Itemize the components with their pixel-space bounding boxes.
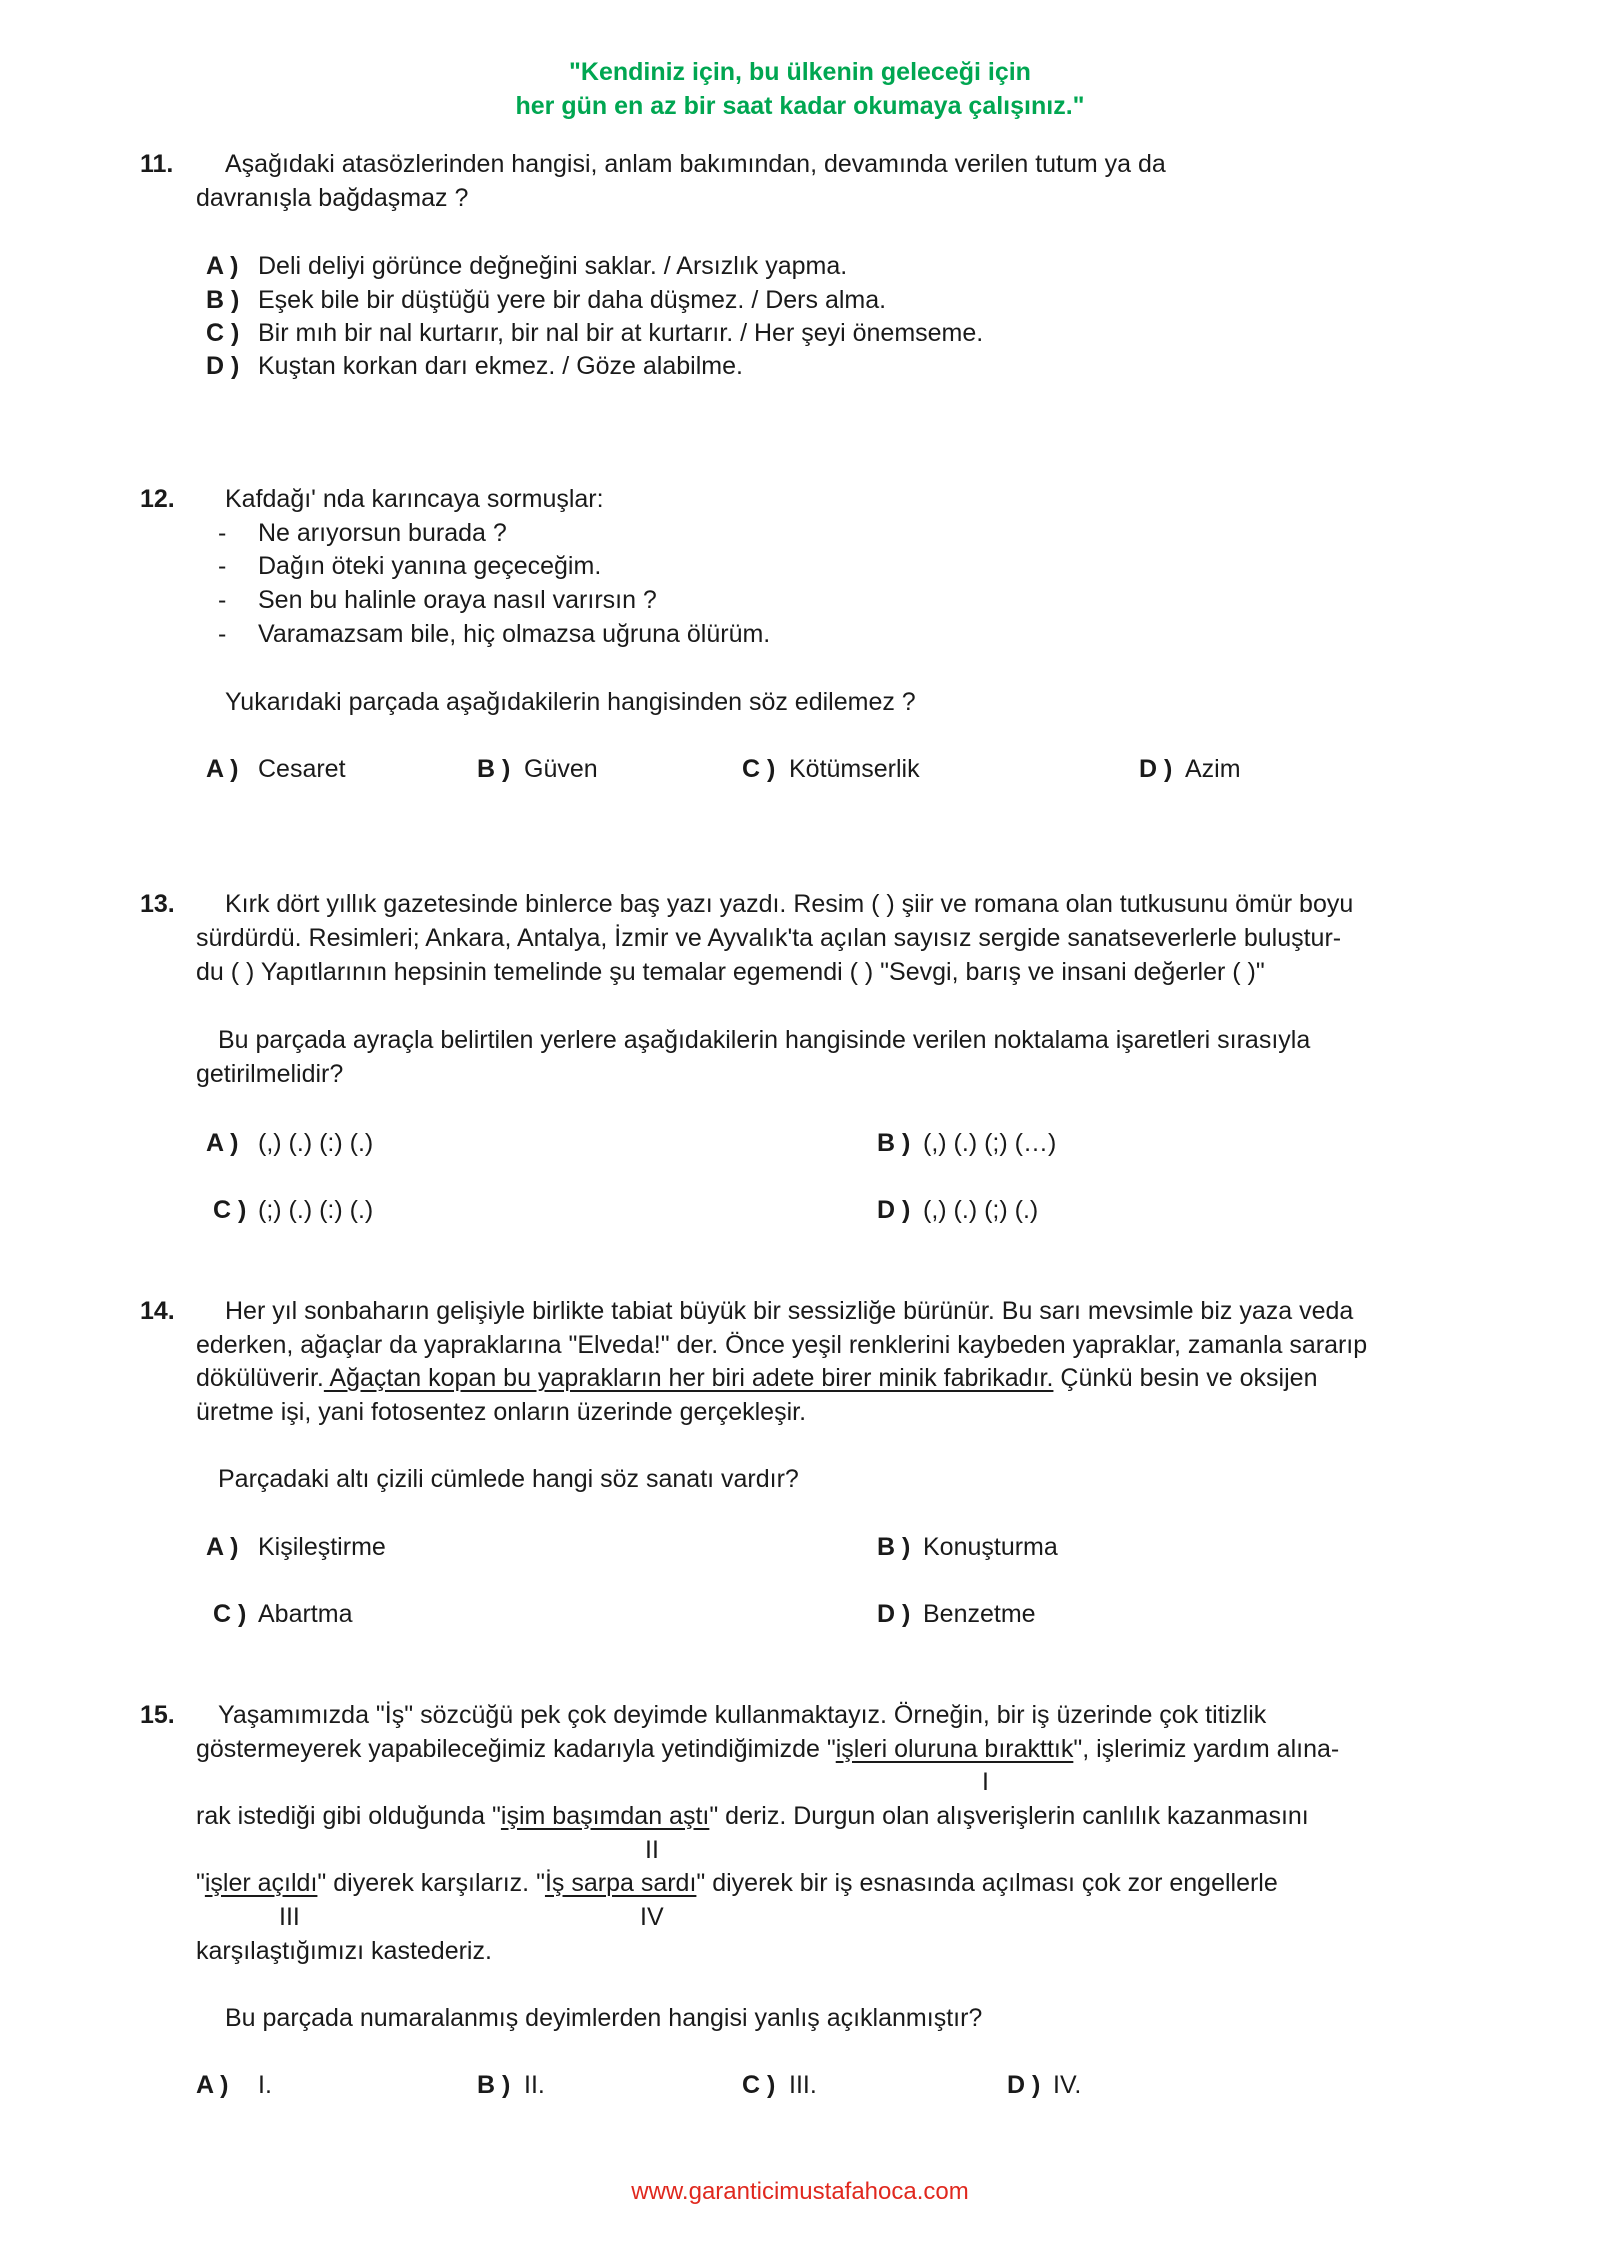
idiom-ii: işim başımdan aştı: [500, 1802, 710, 1830]
question-number: 12.: [140, 485, 175, 513]
plain-text: rak istediği gibi olduğunda ": [196, 1802, 501, 1830]
underlined-sentence: Ağaçtan kopan bu yaprakların her biri adete birer minik fabrikadır.: [323, 1364, 1054, 1392]
option-text-a[interactable]: (,) (.) (:) (.): [258, 1129, 374, 1157]
dialog-dash: -: [218, 519, 227, 547]
dialog-dash: -: [218, 552, 227, 580]
option-text-d[interactable]: Azim: [1185, 755, 1241, 783]
question-number: 11.: [140, 150, 174, 178]
motto-line-2: her gün en az bir saat kadar okumaya çalışınız.": [515, 92, 1085, 120]
option-letter-b[interactable]: B ): [877, 1533, 911, 1561]
option-letter-d[interactable]: D ): [206, 352, 240, 380]
option-text-b[interactable]: Eşek bile bir düştüğü yere bir daha düşmez. / Ders alma.: [258, 286, 887, 314]
option-text-c[interactable]: (;) (.) (:) (.): [258, 1196, 374, 1224]
question-prompt: Bu parçada numaralanmış deyimlerden hangisi yanlış açıklanmıştır?: [225, 2004, 983, 2032]
question-text: karşılaştığımızı kastederiz.: [196, 1937, 492, 1965]
question-text: davranışla bağdaşmaz ?: [196, 184, 469, 212]
option-text-b[interactable]: II.: [524, 2071, 545, 2099]
option-letter-d[interactable]: D ): [877, 1196, 911, 1224]
dialog-dash: -: [218, 620, 227, 648]
option-letter-d[interactable]: D ): [1007, 2071, 1041, 2099]
option-text-d[interactable]: (,) (.) (;) (.): [923, 1196, 1039, 1224]
plain-text: dökülüverir.: [196, 1364, 324, 1392]
idiom-iv: İş sarpa sardı: [544, 1869, 697, 1897]
question-prompt: Bu parçada ayraçla belirtilen yerlere aşağıdakilerin hangisinde verilen noktalama işaretleri sırasıyla: [218, 1026, 1311, 1054]
option-text-b[interactable]: Güven: [524, 755, 598, 783]
option-text-d[interactable]: Benzetme: [923, 1600, 1036, 1628]
option-text-c[interactable]: Kötümserlik: [789, 755, 920, 783]
question-number: 13.: [140, 890, 175, 918]
question-prompt: Parçadaki altı çizili cümlede hangi söz sanatı vardır?: [218, 1465, 799, 1493]
option-letter-a[interactable]: A ): [206, 1533, 239, 1561]
question-prompt: getirilmelidir?: [196, 1060, 344, 1088]
option-letter-a[interactable]: A ): [196, 2071, 229, 2099]
question-number: 14.: [140, 1297, 175, 1325]
roman-numeral-ii: II: [645, 1836, 659, 1864]
question-text: [196, 1866, 1278, 1900]
option-letter-b[interactable]: B ): [477, 2071, 511, 2099]
option-letter-b[interactable]: B ): [206, 286, 240, 314]
dialog-line: Ne arıyorsun burada ?: [258, 519, 507, 547]
option-text-c[interactable]: Abartma: [258, 1600, 353, 1628]
idiom-iii: işler açıldı: [204, 1869, 318, 1897]
option-text-c[interactable]: III.: [789, 2071, 817, 2099]
option-letter-d[interactable]: D ): [877, 1600, 911, 1628]
option-text-d[interactable]: Kuştan korkan darı ekmez. / Göze alabilme.: [258, 352, 743, 380]
question-text: sürdürdü. Resimleri; Ankara, Antalya, İzmir ve Ayvalık'ta açılan sayısız sergide sanatseverlerle buluştur-: [196, 924, 1342, 952]
option-letter-d[interactable]: D ): [1139, 755, 1173, 783]
dialog-line: Sen bu halinle oraya nasıl varırsın ?: [258, 586, 657, 614]
roman-numeral-i: I: [982, 1768, 989, 1796]
question-text: ederken, ağaçlar da yapraklarına "Elveda!" der. Önce yeşil renklerini kaybeden yapraklar, zamanla sararıp: [196, 1331, 1368, 1359]
plain-text: " diyerek bir iş esnasında açılması çok zor engellerle: [696, 1869, 1278, 1897]
option-text-c[interactable]: Bir mıh bir nal kurtarır, bir nal bir at kurtarır. / Her şeyi önemseme.: [258, 319, 984, 347]
option-letter-a[interactable]: A ): [206, 755, 239, 783]
question-text: üretme işi, yani fotosentez onların üzerinde gerçekleşir.: [196, 1398, 807, 1426]
question-text: Kafdağı' nda karıncaya sormuşlar:: [225, 485, 604, 513]
plain-text: ", işlerimiz yardım alına-: [1073, 1735, 1340, 1763]
option-text-a[interactable]: Cesaret: [258, 755, 346, 783]
option-letter-b[interactable]: B ): [477, 755, 511, 783]
option-letter-a[interactable]: A ): [206, 252, 239, 280]
question-text: [196, 1361, 1317, 1395]
question-text: Kırk dört yıllık gazetesinde binlerce baş yazı yazdı. Resim ( ) şiir ve romana olan tutkusunu ömür boyu: [225, 890, 1354, 918]
option-letter-c[interactable]: C ): [213, 1196, 247, 1224]
plain-text: " deriz. Durgun olan alışverişlerin canlılık kazanmasını: [709, 1802, 1309, 1830]
option-letter-c[interactable]: C ): [206, 319, 240, 347]
option-letter-c[interactable]: C ): [213, 1600, 247, 1628]
plain-text: Çünkü besin ve oksijen: [1053, 1364, 1318, 1392]
question-text: Yaşamımızda "İş" sözcüğü pek çok deyimde kullanmaktayız. Örneğin, bir iş üzerinde çok titizlik: [218, 1701, 1267, 1729]
option-text-a[interactable]: Deli deliyi görünce değneğini saklar. / Arsızlık yapma.: [258, 252, 848, 280]
question-text: du ( ) Yapıtlarının hepsinin temelinde şu temalar egemendi ( ) "Sevgi, barış ve insani değerler ( )": [196, 958, 1265, 986]
question-text: Aşağıdaki atasözlerinden hangisi, anlam bakımından, devamında verilen tutum ya da: [225, 150, 1166, 178]
question-text: Her yıl sonbaharın gelişiyle birlikte tabiat büyük bir sessizliğe bürünür. Bu sarı mevsimle biz yaza veda: [225, 1297, 1354, 1325]
option-text-a[interactable]: Kişileştirme: [258, 1533, 386, 1561]
idiom-i: işleri oluruna bırakttık: [835, 1735, 1074, 1763]
question-text: [196, 1732, 1339, 1766]
option-text-b[interactable]: (,) (.) (;) (…): [923, 1129, 1057, 1157]
option-text-a[interactable]: I.: [258, 2071, 272, 2099]
plain-text: göstermeyerek yapabileceğimiz kadarıyla yetindiğimizde ": [196, 1735, 836, 1763]
option-letter-b[interactable]: B ): [877, 1129, 911, 1157]
option-letter-c[interactable]: C ): [742, 2071, 776, 2099]
question-number: 15.: [140, 1701, 175, 1729]
question-text: [196, 1799, 1309, 1833]
roman-numeral-iv: IV: [640, 1903, 664, 1931]
question-prompt: Yukarıdaki parçada aşağıdakilerin hangisinden söz edilemez ?: [225, 688, 916, 716]
motto-line-1: "Kendiniz için, bu ülkenin geleceği için: [569, 58, 1031, 86]
option-text-d[interactable]: IV.: [1053, 2071, 1082, 2099]
option-text-b[interactable]: Konuşturma: [923, 1533, 1058, 1561]
dialog-line: Varamazsam bile, hiç olmazsa uğruna ölürüm.: [258, 620, 771, 648]
plain-text: ": [196, 1869, 205, 1897]
footer-website-link[interactable]: www.garanticimustafahoca.com: [631, 2178, 969, 2205]
roman-numeral-iii: III: [279, 1903, 300, 1931]
dialog-line: Dağın öteki yanına geçeceğim.: [258, 552, 602, 580]
plain-text: " diyerek karşılarız. ": [317, 1869, 545, 1897]
option-letter-a[interactable]: A ): [206, 1129, 239, 1157]
dialog-dash: -: [218, 586, 227, 614]
option-letter-c[interactable]: C ): [742, 755, 776, 783]
